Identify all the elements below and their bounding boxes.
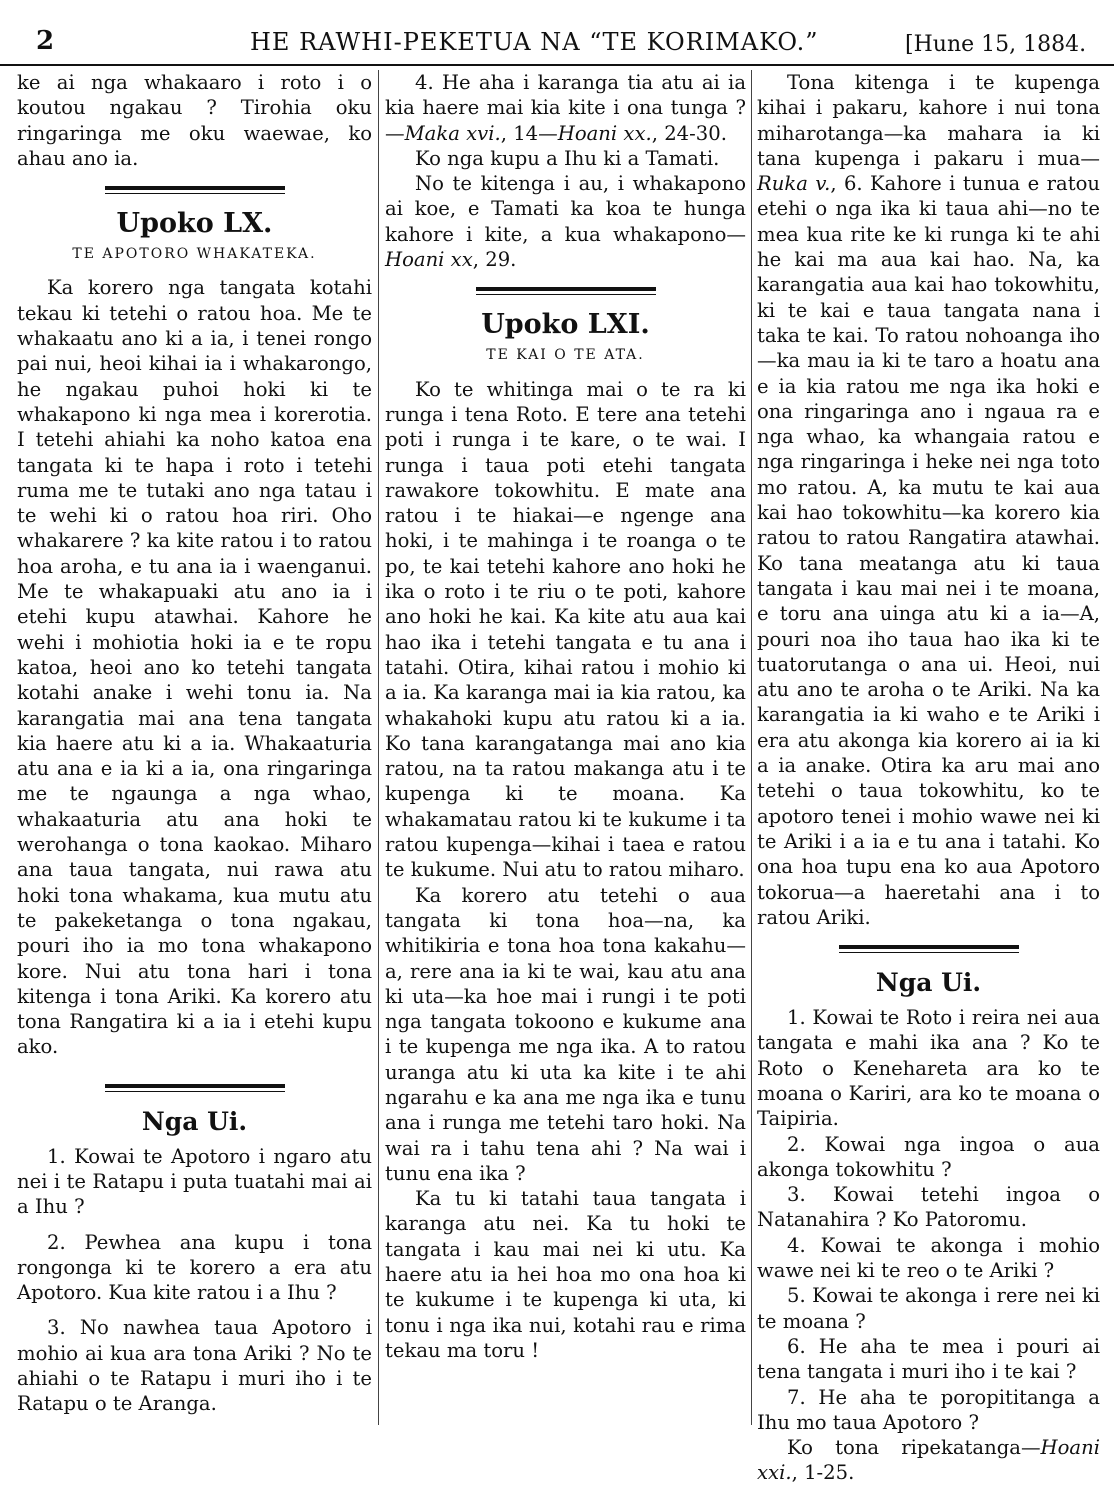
page-number: 2: [36, 26, 55, 56]
paragraph: Ko te whitinga mai o te ra ki runga i tena Roto. E tere ana tetehi poti i runga i te kare, o te wai. I runga i taua poti etehi tangata rawakore tokowhitu. E mate ana ratou i te hiakai—e ngenge ana hoki, i te mahinga i te roanga o te po, te kai tetehi kahore ano hoki he ika o roto i te riu o te poti, kahore ano hoki he kai. Ka kite atu aua kai hao ika i tetehi tangata e tu ana i tatahi. Otira, kihai ratou i mohio ki a ia. Ka karanga mai ia kia ratou, ka whakahoki kupu atu ratou ki a ia. Ko tana karangatanga mai ano kia ratou, na ta ratou makanga atu i te kupenga ki te moana. Ka whakamatau ratou ki te kukume i ta ratou kupenga—kihai i taea e ratou te kukume. Nui atu to ratou miharo.: [385, 377, 746, 882]
question: 7. He aha te poropititanga a Ihu mo taua Apotoro ?: [757, 1385, 1100, 1434]
column-3: [757, 70, 1100, 1486]
paragraph-text: Tona kitenga i te kupenga kihai i pakaru, kahore i nui tona miharotanga—ka mahara ia ki tana kupenga i pakaru i mua—: [757, 71, 1100, 170]
question: 1. Kowai te Apotoro i ngaro atu nei i te Ratapu i puta tuatahi mai ai a Ihu ?: [17, 1144, 372, 1219]
answer-text: , 29.: [472, 248, 517, 272]
scripture-ref: Hoani xx.: [557, 121, 652, 145]
paragraph: [757, 70, 1100, 930]
paragraph: ke ai nga whakaaro i roto i o koutou ngakau ? Tirohia oku ringaringa me oku waewae, ko ahau ano ia.: [17, 71, 372, 170]
scripture-ref: Hoani xxi.: [757, 1436, 1100, 1485]
section-rule: [476, 287, 656, 295]
publication-title: HE RAWHI-PEKETUA NA “TE KORIMAKO.”: [250, 28, 819, 56]
paragraph-text: , 6. Kahore i tunua e ratou etehi o nga ika ki taua ahi—no te mea kua rite ke ki runga ki te ahi he kai ma aua kai hao. Na, ka karangatia aua kai hao tokowhitu, ki te kai e taua tangata nana i taka te kai. To ratou nohoanga iho—ka mau ia ki te taro a hoatu ana e ia kia ratou me nga ika hoki e ona ringaringa ano i ngaua ra e nga whao, ka whangaia ratou e nga ringaringa i heke nei nga toto mo ratou. A, ka mutu te kai aua kai hao tokowhitu—ka korero kia ratou to ratou Rangatira atawhai. Ko tana meatanga atu ki taua tangata i kau mai nei i te moana, e toru ana uinga atu ki a ia—A, pouri noa iho taua hao ika ki te tuatorutanga o ana ui. Heoi, nui atu ano te aroha o te Ariki. Na ka karangatia ia ki waho e te Ariki i era atu akonga kia korero ai ia ki a ia anake. Otira ka aru mai ano tetehi o taua tokowhitu, ko te apotoro tenei i mohio wawe nei ki te Ariki i a ia e tu ana i tatahi. Ko ona hoa tupu ena ko aua Apotoro tokorua—a haeretahi ana i to ratou Ariki.: [757, 172, 1100, 929]
answer-text: , 1-25.: [791, 1461, 855, 1485]
page-header: [0, 22, 1114, 66]
section-rule: [839, 945, 1019, 953]
scripture-ref: Maka xvi.: [404, 121, 501, 145]
questions-title: Nga Ui.: [875, 968, 982, 998]
answer-text: Ko tona ripekatanga—: [787, 1436, 1041, 1460]
question: 5. Kowai te akonga i rere nei ki te moana ?: [757, 1284, 1100, 1333]
question: 2. Pewhea ana kupu i tona rongonga ki te korero a era atu Apotoro. Kua kite ratou i a Ihu ?: [17, 1230, 372, 1305]
question-text: 4. He aha i karanga tia atu ai ia kia haere mai kia kite i ona tunga ?—: [385, 71, 746, 145]
paragraph: Ka korero nga tangata kotahi tekau ki tetehi o ratou hoa. Me te whakaatu ano ki a ia, i tenei rongo pai nui, heoi kihai ia i whakarongo, he ngakau puhoi hoki ki te whakapono ki nga mea i korerotia. I tetehi ahiahi ka noho katoa ena tangata ki te hapa i roto i tetehi ruma me te tutaki ano nga tatau i te wehi ki o ratou hoa riri. Oho whakarere ? ka kite ratou i to ratou hoa aroha, e tu ana ia i waenganui. Me te whakapuaki atu ano ia i etehi kupu atawhai. Kahore he wehi i mohiotia hoki ia e te ropu katoa, heoi ano ko tetehi tangata kotahi anake i wehi tonu ia. Na karangatia mai ana tena tangata kia haere atu ki a ia. Whakaaturia atu ana e ia ki a ia, ona ringaringa me te ngaunga a nga whao, whakaaturia atu ana hoki te werohanga o tona kaokao. Miharo ana taua tangata, nui rawa atu hoki tona whakama, kua mutu atu te pakeketanga o tona ngakau, pouri iho ia mo tona whakapono kore. Nui atu tona hari i tona kitenga i tona Ariki. Ka korero atu tona Rangatira ki a ia i etehi kupu ako.: [17, 276, 372, 1059]
answer: [757, 1435, 1100, 1486]
column-divider: [378, 70, 379, 1425]
column-1: [17, 70, 372, 1417]
question: 6. He aha te mea i pouri ai tena tangata i muri iho i te kai ?: [757, 1334, 1100, 1384]
section-rule: [105, 1084, 285, 1092]
paragraph: Ka korero atu tetehi o aua tangata ki tona hoa—na, ka whitikiria e tona hoa tona kakahu—a, rere ana ia ki te wai, kau atu ana ki uta—ka hoe mai i rungi i te poti nga tangata tokoono e kukume ana i te kupenga me nga ika. A to ratou uranga atu ki uta ka kite i te ahi ngarahu e ka ana me nga ika e tunu ana i runga me tetehi taro hoki. Na wai ra i tahu tena ahi ? Na wai i tunu ena ika ?: [385, 883, 746, 1185]
question: [385, 70, 746, 146]
question: 1. Kowai te Roto i reira nei aua tangata e mahi ika ana ? Ko te Roto o Kenehareta ara ko te moana o Kariri, ara ko te moana o Taipiria.: [757, 1006, 1100, 1131]
answer-text: No te kitenga i au, i whakapono ai koe, e Tamati ka koa te hunga kahore i kite, a kua whakapono—: [385, 172, 746, 246]
questions-title: Nga Ui.: [141, 1106, 248, 1136]
question: 2. Kowai nga ingoa o aua akonga tokowhitu ?: [757, 1132, 1100, 1181]
question: 4. Kowai te akonga i mohio wawe nei ki te reo o te Ariki ?: [757, 1233, 1100, 1283]
chapter-subtitle: TE KAI O TE ATA.: [486, 347, 645, 364]
issue-date: [Hune 15, 1884.: [905, 32, 1087, 57]
column-2: [385, 70, 746, 1363]
chapter-title: Upoko LXI.: [481, 309, 650, 341]
answer: Ko nga kupu a Ihu ki a Tamati.: [415, 146, 720, 170]
question: 3. Kowai tetehi ingoa o Natanahira ? Ko Patoromu.: [757, 1183, 1100, 1232]
question-text: , 14—: [500, 121, 558, 145]
answer: [385, 171, 746, 272]
chapter-title: Upoko LX.: [116, 208, 273, 240]
scripture-ref: Ruka v.: [757, 172, 831, 196]
question: 3. No nawhea taua Apotoro i mohio ai kua ara tona Ariki ? No te ahiahi o te Ratapu i muri iho i te Ratapu o te Aranga.: [17, 1316, 372, 1416]
chapter-subtitle: TE APOTORO WHAKATEKA.: [72, 246, 317, 263]
scripture-ref: Hoani xx: [385, 248, 473, 272]
section-rule: [105, 186, 285, 194]
paragraph: Ka tu ki tatahi taua tangata i karanga atu nei. Ka tu hoki te tangata i kau mai nei ki utu. Ka haere atu ia hei hoa mo ona hoa ki te kukume i te kupenga ki uta, ki tonu i nga ika nui, kotahi rau e rima tekau ma toru !: [385, 1187, 746, 1362]
question-text: , 24-30.: [651, 121, 727, 145]
column-divider: [751, 70, 752, 1425]
